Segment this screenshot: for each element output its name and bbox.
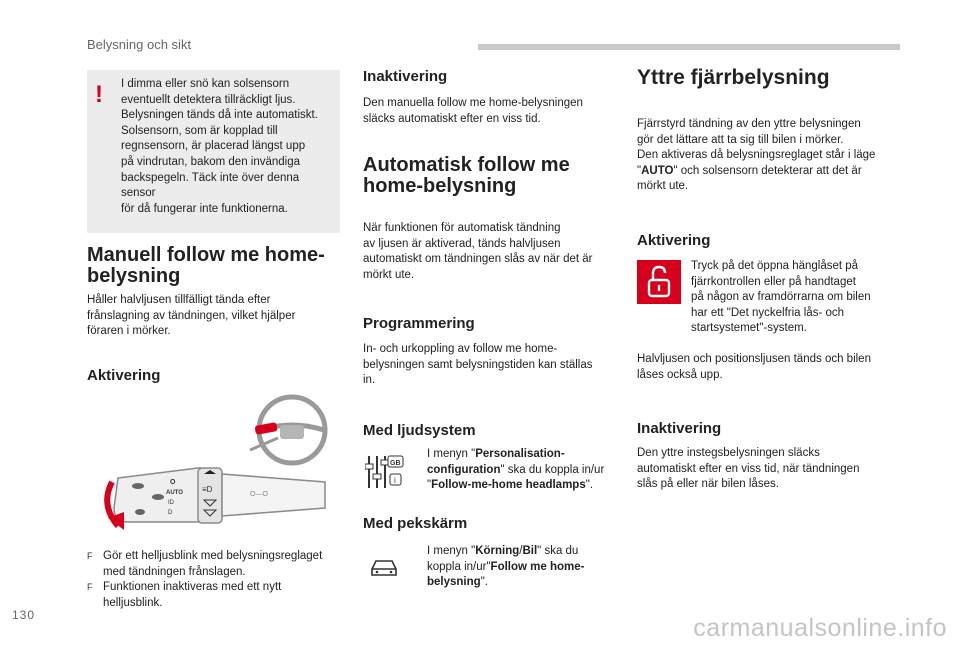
text-line: mörkt ute. bbox=[637, 180, 689, 193]
text-line: låses också upp. bbox=[637, 368, 723, 381]
text-span: " bbox=[637, 164, 642, 177]
title-line: home-belysning bbox=[363, 175, 517, 197]
touchscreen-heading: Med pekskärm bbox=[363, 515, 468, 532]
warning-line: backspegeln. Täck inte över denna sensor bbox=[121, 171, 300, 200]
text-span: I menyn " bbox=[427, 545, 476, 557]
page-number: 130 bbox=[12, 608, 36, 622]
text-line: Halvljusen och positionsljusen tänds och bilen bbox=[637, 353, 871, 365]
text-line: har ett "Det nyckelfria lås- och bbox=[691, 306, 845, 319]
section-header: Belysning och sikt bbox=[87, 37, 192, 52]
text-line: Håller halvljusen tillfälligt tända efter bbox=[87, 294, 271, 306]
text-line: föraren i mörker. bbox=[87, 325, 171, 338]
text-span: ". bbox=[585, 479, 594, 492]
activation-text-2 bbox=[691, 259, 896, 337]
bullet-marker: F bbox=[87, 582, 93, 593]
touchscreen-text bbox=[427, 544, 607, 591]
lighting-stalk bbox=[114, 468, 325, 523]
menu-name: Follow me home- bbox=[490, 560, 585, 573]
auto-follow-me-text bbox=[363, 221, 613, 283]
text-line: helljusblink. bbox=[103, 596, 163, 609]
manual-follow-me-intro bbox=[87, 293, 347, 340]
steering-wheel-icon bbox=[250, 397, 325, 463]
svg-text:ID: ID bbox=[168, 500, 174, 506]
deactivation-text bbox=[363, 96, 613, 127]
title-line: belysning bbox=[87, 265, 181, 287]
activation-result-text bbox=[637, 352, 897, 383]
text-line: Den aktiveras då belysningsreglaget står i läge bbox=[637, 149, 876, 162]
bullet-marker: F bbox=[87, 551, 93, 561]
text-line: Den yttre instegsbelysningen släcks bbox=[637, 447, 820, 459]
warning-line: I dimma eller snö kan solsensorn bbox=[121, 78, 290, 90]
text-span: " ska du bbox=[537, 545, 579, 557]
programming-heading: Programmering bbox=[363, 315, 475, 332]
text-line: Fjärrstyrd tändning av den yttre belysningen bbox=[637, 118, 861, 130]
audio-system-heading: Med ljudsystem bbox=[363, 422, 476, 439]
activation-steps bbox=[87, 549, 343, 611]
menu-name: Personalisation- bbox=[475, 448, 565, 460]
exterior-lighting-title: Yttre fjärrbelysning bbox=[637, 66, 830, 89]
text-span: " bbox=[427, 479, 432, 492]
svg-text:D: D bbox=[168, 510, 173, 516]
text-span: " och solsensorn detekterar att det är bbox=[673, 164, 862, 177]
menu-name: Körning bbox=[475, 545, 520, 557]
mode-name: AUTO bbox=[641, 164, 674, 177]
deactivation-text-2 bbox=[637, 446, 897, 493]
programming-text bbox=[363, 342, 613, 389]
text-line: När funktionen för automatisk tändning bbox=[363, 222, 561, 234]
list-item bbox=[87, 580, 343, 611]
audio-settings-icon bbox=[365, 452, 405, 492]
auto-follow-me-title bbox=[363, 155, 613, 197]
svg-text:O: O bbox=[170, 479, 176, 486]
text-line: startsystemet"-system. bbox=[691, 322, 807, 335]
text-line: Tryck på det öppna hänglåset på bbox=[691, 260, 859, 272]
audio-system-text bbox=[427, 447, 607, 494]
text-line: släcks automatiskt efter en viss tid. bbox=[363, 112, 541, 125]
deactivation-heading-2: Inaktivering bbox=[637, 420, 722, 437]
svg-text:AUTO: AUTO bbox=[166, 490, 183, 496]
text-span: koppla in/ur" bbox=[427, 560, 491, 573]
exterior-lighting-intro bbox=[637, 117, 897, 195]
text-line: fjärrkontrollen eller på handtaget bbox=[691, 275, 856, 288]
text-span: I menyn " bbox=[427, 448, 476, 460]
warning-line: Solsensorn, som är kopplad till bbox=[121, 124, 278, 137]
text-line: på någon av framdörrarna om bilen bbox=[691, 291, 871, 304]
warning-line: för då fungerar inte funktionerna. bbox=[121, 202, 288, 215]
menu-name: belysning bbox=[427, 576, 481, 589]
title-line: Automatisk follow me bbox=[363, 154, 570, 176]
text-line: Den manuella follow me home-belysningen bbox=[363, 97, 583, 109]
menu-name: Bil bbox=[522, 545, 538, 557]
text-line: frånslagning av tändningen, vilket hjälper bbox=[87, 309, 296, 322]
text-line: automatiskt efter en viss tid, när tändningen bbox=[637, 462, 860, 475]
text-line: med tändningen frånslagen. bbox=[103, 565, 246, 578]
activation-heading-2: Aktivering bbox=[637, 232, 711, 249]
svg-text:i: i bbox=[394, 476, 396, 485]
text-line: in. bbox=[363, 374, 376, 387]
warning-line: Belysningen tänds då inte automatiskt. bbox=[121, 109, 318, 122]
title-line: Manuell follow me home- bbox=[87, 244, 325, 266]
text-line: automatiskt om tändningen slås av när det är bbox=[363, 253, 593, 266]
svg-text:GB: GB bbox=[390, 460, 401, 467]
deactivation-heading: Inaktivering bbox=[363, 68, 448, 85]
text-line: mörkt ute. bbox=[363, 268, 415, 281]
text-line: slås på eller när bilen låses. bbox=[637, 478, 779, 491]
text-span: / bbox=[519, 545, 523, 557]
menu-name: Follow-me-home headlamps bbox=[431, 479, 586, 492]
svg-text:≡D: ≡D bbox=[202, 485, 213, 494]
list-item bbox=[87, 549, 343, 580]
warning-line: på vindrutan, bakom den invändiga bbox=[121, 155, 301, 168]
text-line: belysningen samt belysningstiden kan ställas bbox=[363, 358, 593, 371]
warning-icon: ! bbox=[95, 81, 103, 108]
activation-heading: Aktivering bbox=[87, 367, 161, 384]
warning-text bbox=[121, 77, 335, 217]
unlock-padlock-icon bbox=[637, 260, 681, 304]
text-line: av ljusen är aktiverad, tänds halvljusen bbox=[363, 237, 561, 250]
warning-line: eventuellt detektera tillräckligt ljus. bbox=[121, 93, 296, 106]
text-line: Gör ett helljusblink med belysningsreglaget bbox=[103, 550, 323, 562]
text-span: ". bbox=[480, 576, 488, 589]
manual-follow-me-title bbox=[87, 245, 347, 287]
header-bar bbox=[478, 44, 900, 50]
text-line: Funktionen inaktiveras med ett nytt bbox=[103, 581, 282, 594]
svg-text:O—O: O—O bbox=[250, 491, 268, 498]
text-span: " ska du koppla in/ur bbox=[500, 463, 605, 476]
menu-name: configuration bbox=[427, 463, 501, 476]
watermark: carmanualsonline.info bbox=[693, 614, 947, 642]
text-line: gör det lättare att ta sig till bilen i mörker. bbox=[637, 133, 844, 146]
car-icon bbox=[368, 557, 400, 579]
warning-line: regnsensorn, är placerad längst upp bbox=[121, 140, 306, 153]
text-line: In- och urkoppling av follow me home- bbox=[363, 343, 558, 355]
lighting-stalk-illustration bbox=[100, 390, 345, 540]
